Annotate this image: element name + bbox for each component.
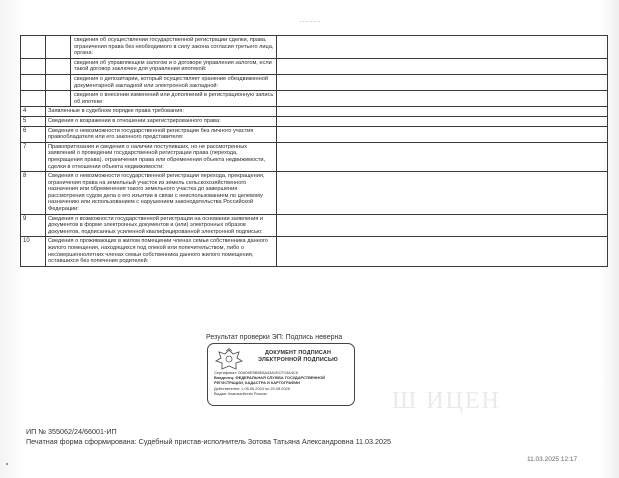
row-number-cell [21,91,46,107]
row-number: 10 [21,237,46,266]
subrow-value [277,74,608,90]
stamp-details [214,370,350,396]
register-table [20,35,608,267]
subrow-indent-cell [46,58,71,74]
row-description: Сведения о невозможности государственной регистрации без личного участия правообладателя или его законного представителя: [46,126,277,142]
subrow-indent-cell [46,91,71,107]
row-description: Сведения о проживающих в жилом помещении членах семьи собственника данного жилого помещения, находящихся под опекой или попечительством, либо о несовершеннолетних членах семьи собственника данного жилого помещения, оставшихся без попечения родителей: [46,237,277,266]
row-number: 7 [21,142,46,171]
footer-ip-number: ИП № 355062/24/66001-ИП [26,427,117,436]
stamp-certificate: Сертификат: 00AD9E5B8E8A43A1ECF13A4C5 [214,370,298,375]
watermark-text: Ш ИЦЕН [392,388,501,414]
table-row [21,172,608,215]
scan-artifact [6,463,8,465]
table-row [21,116,608,126]
row-value [277,107,608,117]
table-row [21,107,608,117]
stamp-owner: Владелец: ФЕДЕРАЛЬНАЯ СЛУЖБА ГОСУДАРСТВЕННОЙ [214,375,325,381]
row-description: Заявленные в судебном порядке права требования: [46,107,277,117]
row-number-cell [21,58,46,74]
table-subrow [21,58,608,74]
row-value [277,116,608,126]
stamp-title [246,350,350,363]
e-signature-stamp [207,343,355,406]
row-description: Сведения о невозможности государственной регистрации перехода, прекращения, ограничения права на земельный участок из земель сельскохозяйственного назначения или обременения такого земельного участка до завершения рассмотрения судом дела о его изъятии в связи с неиспользованием по целевому назначению или использованием с нарушением законодательства Российской Федерации: [46,172,277,215]
footer-printed-by: Печатная форма сформирована: Судебный пристав-исполнитель Зотова Татьяна Александровна 11.03.2025 [26,437,392,446]
subrow-description: сведения о внесении изменений или дополнений в регистрационную запись об ипотеке: [71,91,277,107]
bottom-timestamp: 11.03.2025 12:17 [527,456,578,463]
table-row [21,237,608,266]
subrow-indent-cell [46,36,71,59]
row-value [277,142,608,171]
subrow-value [277,36,608,59]
row-description: Сведения о возражении в отношении зарегистрированного права: [46,116,277,126]
signature-check-result: Результат проверки ЭП: Подпись неверна [206,334,343,341]
top-header-strip: ........ [300,18,322,24]
subrow-value [277,91,608,107]
table-row [21,214,608,237]
table-row [21,142,608,171]
row-value [277,214,608,237]
row-value [277,237,608,266]
table-subrow [21,91,608,107]
stamp-title-line-2: ЭЛЕКТРОННОЙ ПОДПИСЬЮ [258,356,338,363]
subrow-indent-cell [46,74,71,90]
stamp-owner-cont: РЕГИСТРАЦИИ, КАДАСТРА И КАРТОГРАФИИ [214,380,300,386]
row-number-cell [21,74,46,90]
table-row [21,126,608,142]
row-number: 5 [21,116,46,126]
stamp-title-line-1: ДОКУМЕНТ ПОДПИСАН [264,350,332,356]
stamp-issuer: Выдан: Казначейство России [214,390,267,396]
stamp-valid: Действителен: с 05.06.2024 по 29.08.2025 [214,385,290,391]
row-value [277,126,608,142]
row-value [277,172,608,215]
row-description: Сведения о возможности государственной регистрации на основании заявления и документов в форме электронных документов и (или) электронных образов документов, подписанных усиленной квалифицированной электронной подписью: [46,214,277,237]
row-number: 9 [21,214,46,237]
subrow-description: сведения об управляющем залогом и о договоре управления залогом, если такой договор заключен для управления ипотекой: [71,58,277,74]
subrow-description: сведения о депозитарии, который осуществляет хранение обездвиженной документарной закладной или электронной закладной: [71,74,277,90]
row-number: 8 [21,172,46,215]
row-description: Правопритязания и сведения о наличии поступивших, но не рассмотренных заявлений о проведении государственной регистрации права (перехода, прекращения права), ограничения права или обременения объекта недвижимости, сделки в отношении объекта недвижимости: [46,142,277,171]
row-number-cell [21,36,46,59]
table-subrow [21,74,608,90]
table-subrow [21,36,608,59]
subrow-value [277,58,608,74]
subrow-description: сведения об осуществлении государственной регистрации сделки, права, ограничения права без необходимого в силу закона согласия третьего лица, органа: [71,36,277,59]
row-number: 6 [21,126,46,142]
coat-of-arms-icon [212,348,246,372]
row-number: 4 [21,107,46,117]
